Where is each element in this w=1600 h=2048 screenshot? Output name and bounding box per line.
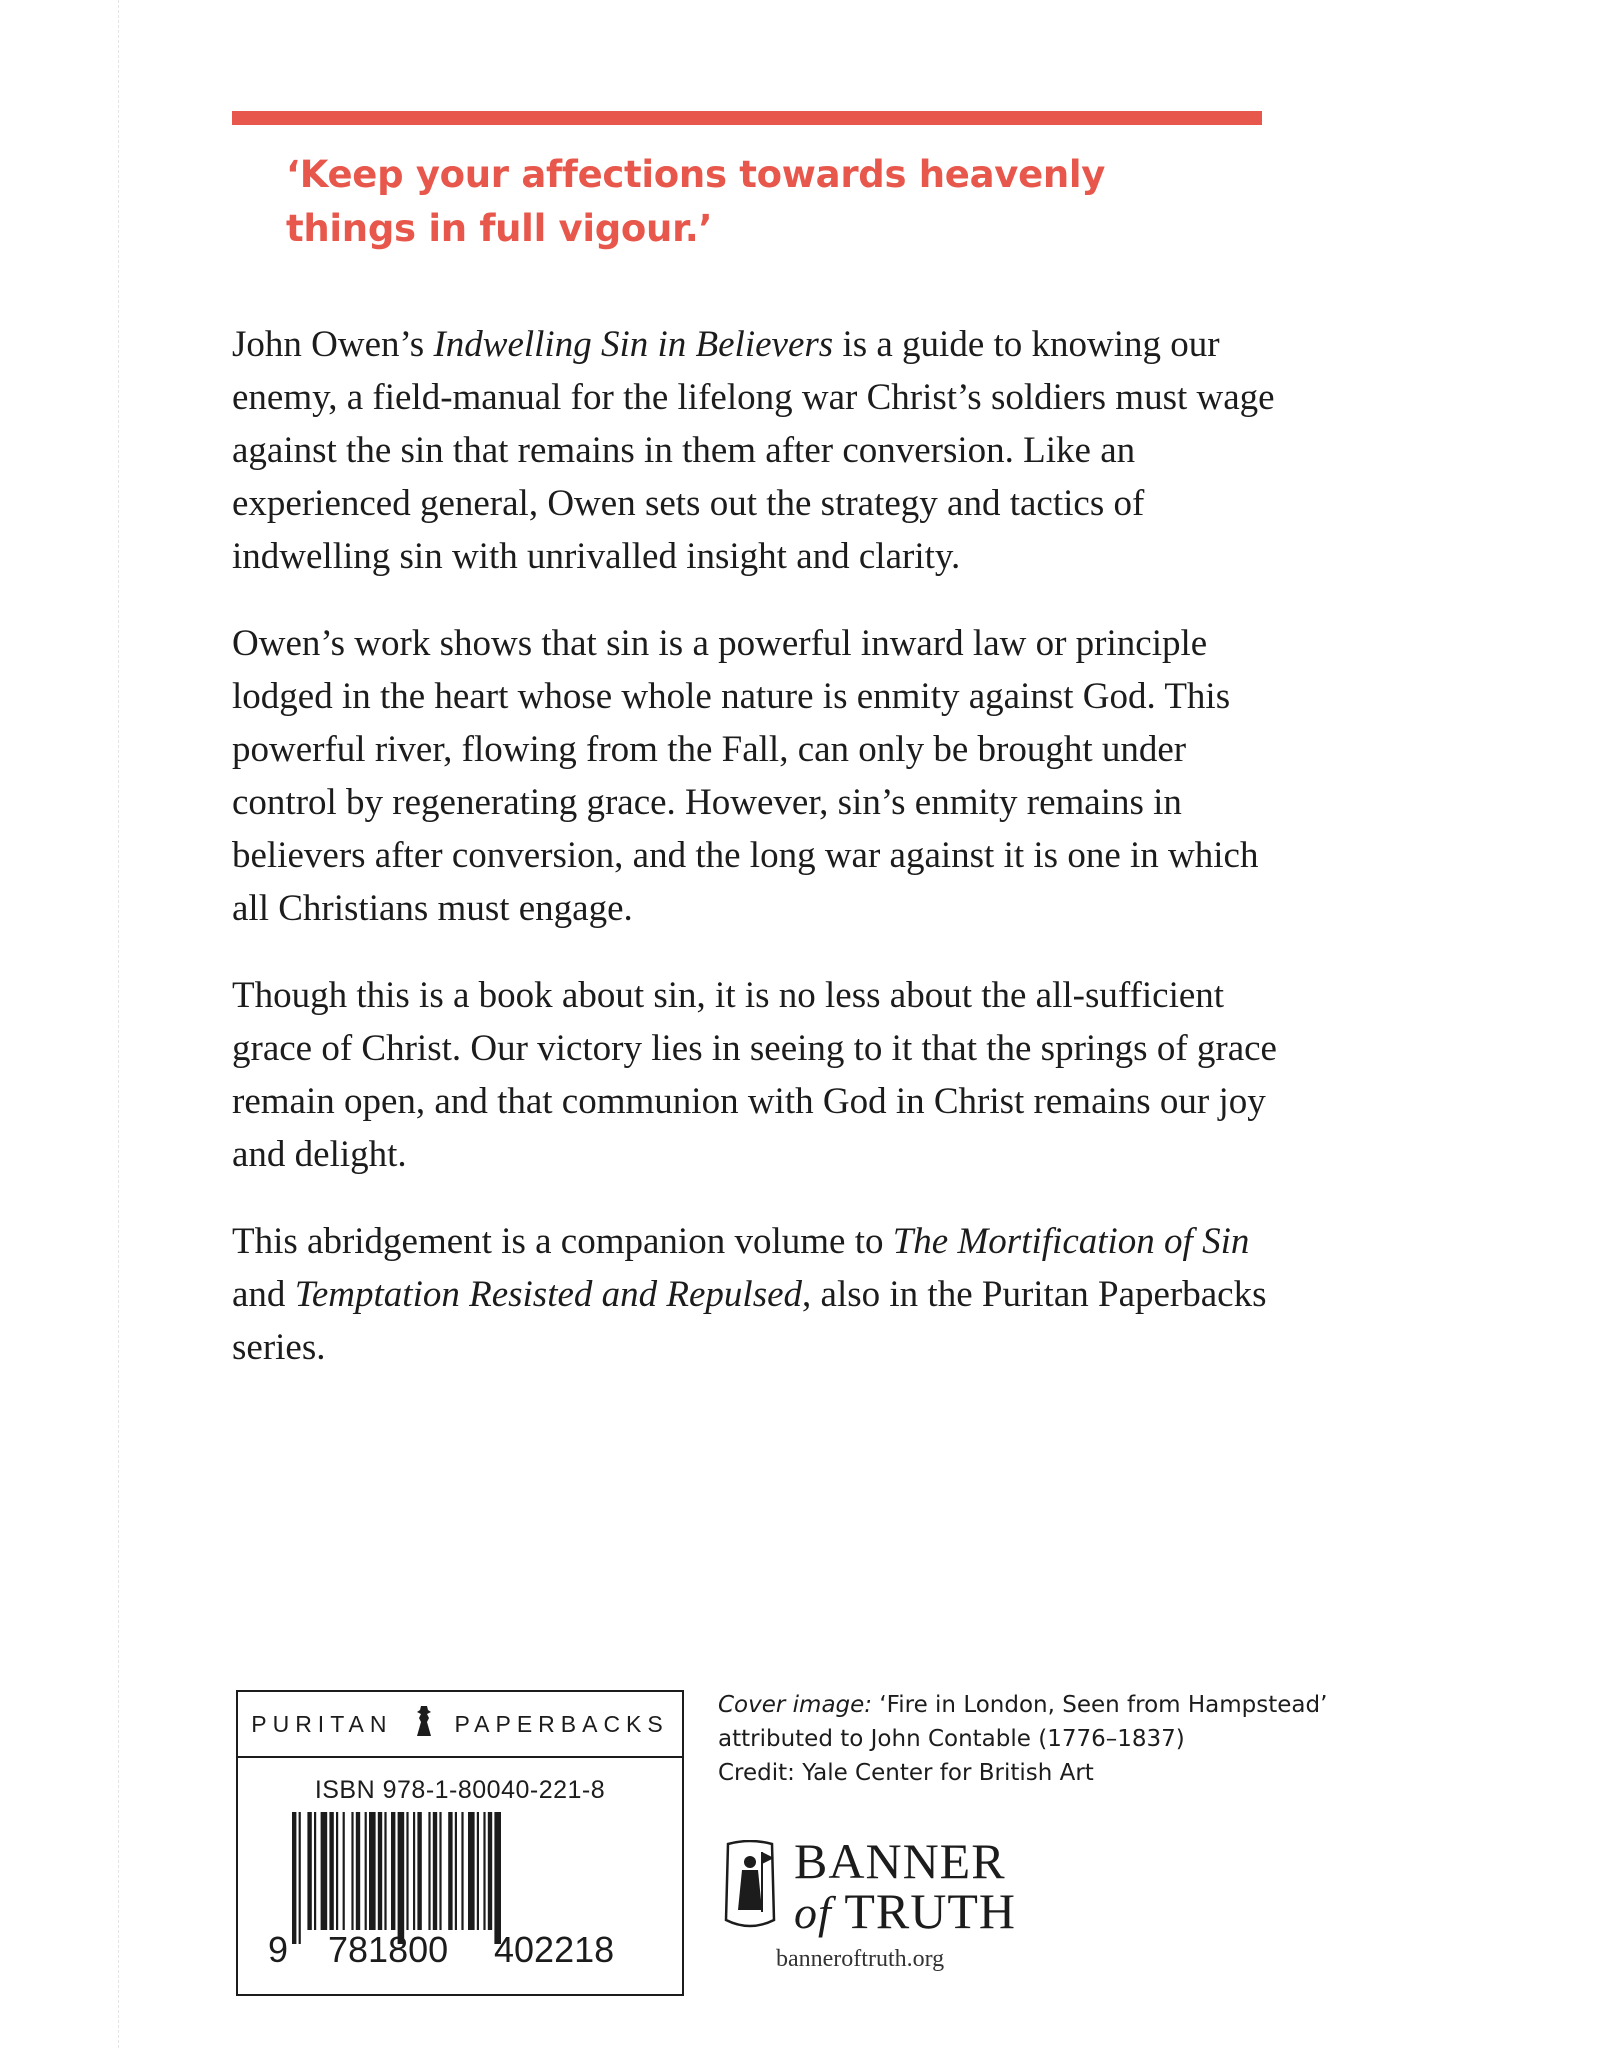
book-title: Indwelling Sin in Believers: [433, 324, 834, 365]
barcode-bar: [369, 1812, 376, 1930]
barcode-bar: [468, 1812, 475, 1930]
barcode-bar: [336, 1812, 338, 1930]
barcode-bar: [307, 1812, 311, 1930]
barcode-bar: [483, 1812, 485, 1930]
puritan-figure-icon: [413, 1704, 435, 1744]
credit-line-3: Credit: Yale Center for British Art: [718, 1760, 1094, 1786]
blurb-paragraph-3: Though this is a book about sin, it is no less about the all-sufficient grace of Christ. Our victory lies in seeing to it that the springs of grace remain open, and that communion with God in Christ remains our joy and delight.: [232, 975, 1277, 1175]
blurb-text: , also in the Puritan Paperbacks series.: [232, 1274, 1267, 1368]
publisher-name-line-2: [794, 1883, 1017, 1939]
barcode: [258, 1812, 666, 1972]
barcode-bar: [477, 1812, 479, 1930]
barcode-bar: [455, 1812, 457, 1930]
pull-quote-line-1: ‘Keep your affections towards heavenly: [286, 153, 1106, 196]
isbn-number: ISBN 978-1-80040-221-8: [314, 1776, 606, 1804]
barcode-bar: [343, 1812, 345, 1930]
barcode-bar: [391, 1812, 395, 1930]
barcode-bar: [292, 1812, 296, 1944]
cover-image-credit: [718, 1688, 1338, 1790]
barcode-bar: [448, 1812, 452, 1930]
barcode-bar: [417, 1812, 421, 1930]
barcode-digits-group-2: 402218: [494, 1929, 615, 1970]
barcode-bar: [329, 1812, 333, 1930]
blurb-text: is a guide to knowing our enemy, a field-manual for the lifelong war Christ’s soldiers must wage against the sin that remains in them after conversion. Like an experienced general, Owen sets out the strategy and tactics of indwelling sin with unrivalled insight and clarity.: [232, 324, 1275, 577]
blurb-paragraph-1: [232, 318, 1292, 583]
publisher-truth: TRUTH: [844, 1883, 1017, 1939]
barcode-digits-group-1: 781800: [328, 1929, 449, 1970]
blurb-text: and: [232, 1274, 295, 1315]
accent-bar: [232, 111, 1262, 125]
banner-of-truth-seal-icon: [718, 1840, 782, 1935]
barcode-bar: [494, 1812, 501, 1944]
barcode-bar: [384, 1812, 386, 1930]
blurb-text: John Owen’s: [232, 324, 434, 365]
pull-quote-line-2: things in full vigour.’: [286, 207, 713, 250]
barcode-bar: [428, 1812, 430, 1930]
publisher-logo: [718, 1833, 1017, 1939]
spine-fold-line: [118, 0, 120, 2048]
barcode-bar: [365, 1812, 367, 1930]
barcode-bar: [321, 1812, 328, 1930]
barcode-bar: [378, 1812, 382, 1930]
publisher-of: of: [794, 1887, 832, 1938]
credit-line-1: ‘Fire in London, Seen from Hampstead’: [872, 1692, 1328, 1718]
barcode-digit-first: 9: [268, 1929, 289, 1970]
barcode-bar: [488, 1812, 492, 1930]
book-blurb: [232, 318, 1292, 1408]
publisher-name-line-1: BANNER: [794, 1833, 1006, 1889]
barcode-bar: [413, 1812, 415, 1930]
credit-label: Cover image:: [718, 1692, 873, 1718]
credit-line-2: attributed to John Contable (1776–1837): [718, 1726, 1185, 1752]
companion-title-1: The Mortification of Sin: [892, 1221, 1250, 1262]
series-barcode-box: [236, 1690, 684, 1996]
barcode-bar: [356, 1812, 360, 1930]
blurb-text: This abridgement is a companion volume to: [232, 1221, 893, 1262]
barcode-bar: [439, 1812, 441, 1930]
blurb-paragraph-4: [232, 1215, 1292, 1374]
barcode-bar: [398, 1812, 405, 1944]
series-label-left: PURITAN: [251, 1710, 393, 1737]
series-label: [238, 1692, 682, 1758]
publisher-website: banneroftruth.org: [776, 1946, 945, 1972]
pull-quote: [286, 148, 1186, 256]
barcode-bar: [299, 1812, 301, 1944]
barcode-bar: [433, 1812, 437, 1930]
companion-title-2: Temptation Resisted and Repulsed: [294, 1274, 803, 1315]
barcode-bar: [461, 1812, 463, 1930]
barcode-bar: [314, 1812, 316, 1930]
barcode-bar: [351, 1812, 353, 1930]
blurb-paragraph-2: Owen’s work shows that sin is a powerful inward law or principle lodged in the heart whose whole nature is enmity against God. This powerful river, flowing from the Fall, can only be brought under control by regenerating grace. However, sin’s enmity remains in believers after conversion, and the long war against it is one in which all Christians must engage.: [232, 623, 1259, 929]
barcode-bar: [406, 1812, 408, 1930]
series-label-right: PAPERBACKS: [454, 1710, 669, 1737]
